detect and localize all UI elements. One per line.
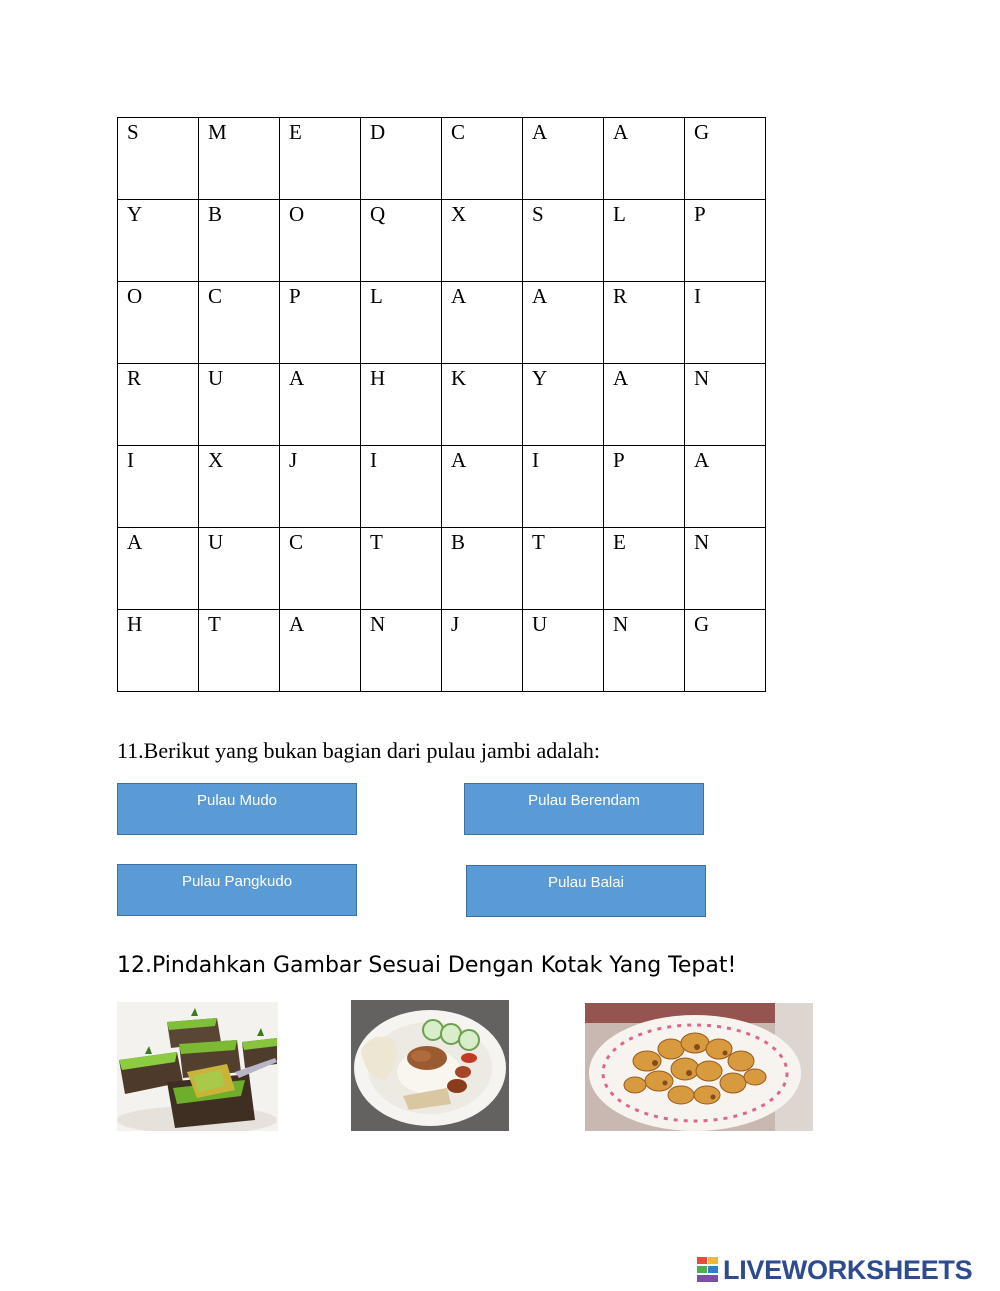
grid-cell: L xyxy=(361,282,442,364)
grid-cell: N xyxy=(685,528,766,610)
grid-cell: Y xyxy=(118,200,199,282)
grid-cell: N xyxy=(361,610,442,692)
green-cake-image[interactable] xyxy=(117,1002,278,1131)
grid-row xyxy=(118,610,766,692)
grid-cell: C xyxy=(199,282,280,364)
grid-cell: A xyxy=(118,528,199,610)
grid-cell: Y xyxy=(523,364,604,446)
grid-cell: N xyxy=(685,364,766,446)
grid-cell: A xyxy=(685,446,766,528)
grid-cell: B xyxy=(199,200,280,282)
grid-cell: S xyxy=(523,200,604,282)
grid-cell: G xyxy=(685,118,766,200)
grid-cell: A xyxy=(280,610,361,692)
question-11-text: 11.Berikut yang bukan bagian dari pulau jambi adalah: xyxy=(117,738,601,763)
grid-cell: P xyxy=(604,446,685,528)
grid-cell: U xyxy=(523,610,604,692)
grid-cell: J xyxy=(442,610,523,692)
grid-cell: U xyxy=(199,364,280,446)
grid-row xyxy=(118,118,766,200)
grid-cell: E xyxy=(604,528,685,610)
grid-cell: Q xyxy=(361,200,442,282)
grid-cell: E xyxy=(280,118,361,200)
grid-cell: C xyxy=(442,118,523,200)
grid-cell: I xyxy=(685,282,766,364)
grid-cell: A xyxy=(523,282,604,364)
grid-cell: J xyxy=(280,446,361,528)
grid-row xyxy=(118,282,766,364)
grid-row xyxy=(118,364,766,446)
grid-cell: P xyxy=(685,200,766,282)
grid-cell: I xyxy=(523,446,604,528)
grid-cell: C xyxy=(280,528,361,610)
rice-dish-image[interactable] xyxy=(351,1000,509,1131)
grid-cell: T xyxy=(361,528,442,610)
word-search-grid xyxy=(117,117,766,692)
option-pulau-balai[interactable]: Pulau Balai xyxy=(466,865,706,917)
grid-cell: A xyxy=(604,364,685,446)
grid-cell: B xyxy=(442,528,523,610)
grid-cell: P xyxy=(280,282,361,364)
option-pulau-mudo[interactable]: Pulau Mudo xyxy=(117,783,357,835)
grid-cell: A xyxy=(442,282,523,364)
grid-cell: M xyxy=(199,118,280,200)
liveworksheets-logo xyxy=(697,1254,972,1286)
grid-cell: U xyxy=(199,528,280,610)
grid-cell: D xyxy=(361,118,442,200)
grid-row xyxy=(118,528,766,610)
question-12-text: 12.Pindahkan Gambar Sesuai Dengan Kotak Yang Tepat! xyxy=(117,953,737,978)
grid-cell: A xyxy=(280,364,361,446)
grid-cell: T xyxy=(523,528,604,610)
grid-cell: A xyxy=(604,118,685,200)
option-pulau-berendam[interactable]: Pulau Berendam xyxy=(464,783,704,835)
grid-cell: L xyxy=(604,200,685,282)
fried-snack-image[interactable] xyxy=(585,1003,813,1131)
grid-cell: X xyxy=(199,446,280,528)
grid-cell: R xyxy=(118,364,199,446)
grid-cell: A xyxy=(442,446,523,528)
grid-cell: I xyxy=(118,446,199,528)
grid-row xyxy=(118,200,766,282)
grid-cell: G xyxy=(685,610,766,692)
grid-cell: R xyxy=(604,282,685,364)
grid-cell: S xyxy=(118,118,199,200)
grid-cell: H xyxy=(118,610,199,692)
grid-cell: T xyxy=(199,610,280,692)
liveworksheets-logo-text: LIVEWORKSHEETS xyxy=(723,1254,973,1285)
grid-cell: N xyxy=(604,610,685,692)
grid-row xyxy=(118,446,766,528)
option-pulau-pangkudo[interactable]: Pulau Pangkudo xyxy=(117,864,357,916)
grid-cell: O xyxy=(118,282,199,364)
liveworksheets-logo-icon xyxy=(697,1257,719,1283)
grid-cell: X xyxy=(442,200,523,282)
grid-cell: H xyxy=(361,364,442,446)
grid-cell: A xyxy=(523,118,604,200)
grid-cell: K xyxy=(442,364,523,446)
grid-cell: I xyxy=(361,446,442,528)
grid-cell: O xyxy=(280,200,361,282)
